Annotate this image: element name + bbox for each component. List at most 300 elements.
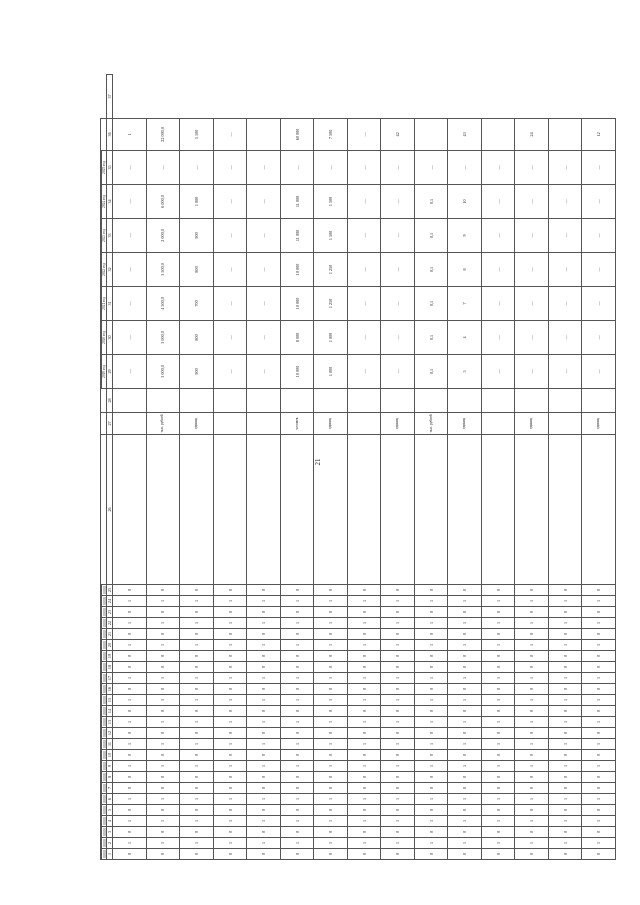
flag-cell: 1 bbox=[146, 596, 180, 607]
flag-cell: 0 bbox=[582, 728, 616, 739]
year-value-cell: 4 500,0 bbox=[146, 286, 180, 320]
flag-cell: 0 bbox=[582, 783, 616, 794]
flag-cell: 0 bbox=[247, 706, 281, 717]
flag-cell: 0 bbox=[113, 684, 147, 695]
year-value-cell: — bbox=[481, 320, 515, 354]
flag-cell: 1 bbox=[314, 596, 348, 607]
flag-cell: 1 bbox=[582, 695, 616, 706]
flag-cell: 0 bbox=[146, 849, 180, 860]
flag-cell: 1 bbox=[247, 640, 281, 651]
column-number: 23 bbox=[107, 607, 113, 618]
column-number: 8 bbox=[107, 772, 113, 783]
flag-cell: 0 bbox=[180, 805, 214, 816]
year-value-cell: — bbox=[548, 252, 582, 286]
flag-cell: 0 bbox=[146, 629, 180, 640]
flag-cell: 0 bbox=[414, 684, 448, 695]
flag-cell: 1 bbox=[548, 838, 582, 849]
flag-cell: 0 bbox=[180, 706, 214, 717]
unit-cell bbox=[347, 412, 381, 434]
flag-cell: 0 bbox=[515, 584, 549, 595]
year-value-cell: 3 000,0 bbox=[146, 354, 180, 388]
flag-cell: 0 bbox=[515, 827, 549, 838]
year-value-cell: — bbox=[247, 320, 281, 354]
indicator-name bbox=[481, 434, 515, 584]
flag-cell: 1 bbox=[347, 739, 381, 750]
flag-cell: 0 bbox=[448, 772, 482, 783]
year-value-cell: — bbox=[548, 184, 582, 218]
flag-cell: 1 bbox=[548, 761, 582, 772]
flag-cell: 1 bbox=[280, 739, 314, 750]
flag-cell: 0 bbox=[448, 629, 482, 640]
flag-cell: 0 bbox=[113, 629, 147, 640]
flag-cell: 0 bbox=[414, 783, 448, 794]
flag-cell: 1 bbox=[280, 673, 314, 684]
flag-cell: 1 bbox=[180, 640, 214, 651]
year-value-cell: — bbox=[381, 252, 415, 286]
flag-cell: 0 bbox=[314, 783, 348, 794]
flag-cell: 0 bbox=[582, 662, 616, 673]
flag-cell: 1 bbox=[280, 816, 314, 827]
flag-cell: 1 bbox=[515, 717, 549, 728]
table-row bbox=[280, 75, 314, 860]
flag-cell: 0 bbox=[481, 607, 515, 618]
flag-cell: 1 bbox=[582, 838, 616, 849]
flag-cell: 1 bbox=[280, 695, 314, 706]
column-number: 5 bbox=[107, 805, 113, 816]
flag-cell: 1 bbox=[213, 739, 247, 750]
flag-cell: 0 bbox=[314, 849, 348, 860]
flag-cell: 1 bbox=[314, 761, 348, 772]
flag-cell: 1 bbox=[448, 673, 482, 684]
year-value-cell: — bbox=[113, 150, 147, 184]
year-value-cell: — bbox=[247, 354, 281, 388]
year-value-cell: — bbox=[213, 252, 247, 286]
rotated-table-container bbox=[100, 74, 616, 860]
total-cell: 5 100 bbox=[180, 118, 214, 150]
flag-cell: 0 bbox=[347, 805, 381, 816]
flag-cell: 1 bbox=[314, 618, 348, 629]
flag-cell: 0 bbox=[113, 662, 147, 673]
flag-cell: 1 bbox=[347, 673, 381, 684]
flag-cell: 0 bbox=[414, 728, 448, 739]
column-number: 20 bbox=[107, 640, 113, 651]
flag-cell: 0 bbox=[582, 849, 616, 860]
flag-cell: 1 bbox=[381, 618, 415, 629]
flag-cell: 0 bbox=[481, 805, 515, 816]
flag-cell: 0 bbox=[515, 805, 549, 816]
flag-cell: 1 bbox=[113, 596, 147, 607]
total-cell: 12 bbox=[582, 118, 616, 150]
flag-cell: 1 bbox=[481, 596, 515, 607]
year-value-cell: 3 500,0 bbox=[146, 252, 180, 286]
flag-cell: 1 bbox=[381, 739, 415, 750]
year-value-cell: — bbox=[548, 150, 582, 184]
column-number: 16 bbox=[107, 684, 113, 695]
flag-cell: 0 bbox=[146, 684, 180, 695]
flag-cell: 1 bbox=[146, 816, 180, 827]
table-row bbox=[113, 75, 147, 860]
flag-cell: 0 bbox=[414, 750, 448, 761]
flag-cell: 1 bbox=[146, 794, 180, 805]
year-value-cell: — bbox=[347, 150, 381, 184]
indicator-name bbox=[414, 434, 448, 584]
page-number: 21 bbox=[314, 458, 322, 466]
flag-cell: 1 bbox=[481, 794, 515, 805]
flag-cell: 1 bbox=[515, 761, 549, 772]
flag-cell: 0 bbox=[481, 783, 515, 794]
flag-cell: 0 bbox=[448, 750, 482, 761]
flag-cell: 0 bbox=[347, 629, 381, 640]
flag-cell: 1 bbox=[180, 717, 214, 728]
flag-cell: 0 bbox=[146, 827, 180, 838]
flag-cell: 0 bbox=[347, 827, 381, 838]
flag-cell: 1 bbox=[381, 717, 415, 728]
flag-cell: 1 bbox=[280, 717, 314, 728]
year-value-cell: 0,1 bbox=[414, 252, 448, 286]
flag-cell: 0 bbox=[481, 827, 515, 838]
flag-cell: 1 bbox=[582, 739, 616, 750]
flag-cell: 1 bbox=[314, 838, 348, 849]
table-row bbox=[213, 75, 247, 860]
flag-cell: 0 bbox=[381, 750, 415, 761]
year-value-cell: — bbox=[381, 184, 415, 218]
flag-cell: 1 bbox=[414, 794, 448, 805]
flag-cell: 1 bbox=[481, 618, 515, 629]
year-value-cell: — bbox=[213, 184, 247, 218]
flag-cell: 1 bbox=[448, 618, 482, 629]
year-value-cell: — bbox=[414, 150, 448, 184]
total-cell: 1 bbox=[113, 118, 147, 150]
flag-cell: 1 bbox=[481, 695, 515, 706]
flag-cell: 0 bbox=[113, 651, 147, 662]
flag-cell: 0 bbox=[180, 783, 214, 794]
flag-cell: 0 bbox=[548, 684, 582, 695]
year-value-cell: — bbox=[548, 354, 582, 388]
flag-cell: 1 bbox=[180, 596, 214, 607]
flag-cell: 1 bbox=[213, 717, 247, 728]
total-cell: 22 000,0 bbox=[146, 118, 180, 150]
indicator-name bbox=[448, 434, 482, 584]
flag-cell: 1 bbox=[113, 717, 147, 728]
year-value-cell: — bbox=[582, 150, 616, 184]
table-row bbox=[247, 75, 281, 860]
flag-cell: 0 bbox=[548, 662, 582, 673]
year-value-cell: — bbox=[146, 150, 180, 184]
flag-cell: 1 bbox=[247, 618, 281, 629]
year-value-cell: — bbox=[213, 320, 247, 354]
flag-cell: 1 bbox=[548, 596, 582, 607]
flag-cell: 0 bbox=[347, 849, 381, 860]
flag-cell: 1 bbox=[582, 618, 616, 629]
flag-cell: 1 bbox=[515, 838, 549, 849]
flag-cell: 0 bbox=[280, 827, 314, 838]
flag-cell: 0 bbox=[213, 662, 247, 673]
flag-cell: 0 bbox=[113, 827, 147, 838]
flag-cell: 1 bbox=[381, 695, 415, 706]
base-value-cell bbox=[280, 388, 314, 412]
indicator-name bbox=[113, 434, 147, 584]
year-value-cell: — bbox=[381, 354, 415, 388]
flag-cell: 0 bbox=[146, 662, 180, 673]
flag-cell: 1 bbox=[280, 618, 314, 629]
indicator-name bbox=[548, 434, 582, 584]
flag-cell: 0 bbox=[381, 662, 415, 673]
flag-cell: 0 bbox=[448, 805, 482, 816]
flag-cell: 0 bbox=[448, 827, 482, 838]
year-value-cell: 1 000 bbox=[314, 354, 348, 388]
flag-cell: 1 bbox=[113, 640, 147, 651]
flag-cell: 0 bbox=[414, 584, 448, 595]
base-value-cell bbox=[582, 388, 616, 412]
flag-cell: 0 bbox=[481, 728, 515, 739]
flag-cell: 0 bbox=[314, 651, 348, 662]
flag-cell: 0 bbox=[314, 805, 348, 816]
flag-cell: 1 bbox=[381, 816, 415, 827]
flag-cell: 1 bbox=[347, 794, 381, 805]
flag-cell: 0 bbox=[448, 662, 482, 673]
unit-cell: единиц bbox=[582, 412, 616, 434]
flag-cell: 0 bbox=[582, 607, 616, 618]
flag-cell: 1 bbox=[113, 618, 147, 629]
year-value-cell: — bbox=[213, 286, 247, 320]
flag-cell: 0 bbox=[113, 706, 147, 717]
flag-cell: 0 bbox=[548, 706, 582, 717]
year-value-cell: — bbox=[347, 252, 381, 286]
flag-cell: 0 bbox=[280, 662, 314, 673]
base-value-cell bbox=[314, 388, 348, 412]
flag-cell: 1 bbox=[481, 816, 515, 827]
flag-cell: 0 bbox=[515, 607, 549, 618]
flag-cell: 0 bbox=[381, 706, 415, 717]
year-value-cell: — bbox=[347, 320, 381, 354]
column-number: 36 bbox=[107, 118, 113, 150]
flag-cell: 1 bbox=[213, 794, 247, 805]
flag-cell: 1 bbox=[146, 640, 180, 651]
year-value-cell: — bbox=[515, 218, 549, 252]
flag-cell: 0 bbox=[146, 584, 180, 595]
flag-cell: 0 bbox=[548, 750, 582, 761]
flag-cell: 0 bbox=[180, 584, 214, 595]
unit-cell: единиц bbox=[314, 412, 348, 434]
year-value-cell: — bbox=[213, 150, 247, 184]
unit-cell: единиц bbox=[381, 412, 415, 434]
flag-cell: 0 bbox=[213, 706, 247, 717]
flag-cell: 0 bbox=[448, 651, 482, 662]
flag-cell: 1 bbox=[180, 739, 214, 750]
column-number: 28 bbox=[107, 388, 113, 412]
flag-cell: 0 bbox=[515, 772, 549, 783]
flag-cell: 1 bbox=[381, 761, 415, 772]
column-number: 31 bbox=[107, 286, 113, 320]
flag-cell: 0 bbox=[247, 805, 281, 816]
table-row bbox=[448, 75, 482, 860]
base-value-cell bbox=[515, 388, 549, 412]
indicator-name bbox=[582, 434, 616, 584]
total-cell: 7 500 bbox=[314, 118, 348, 150]
flag-cell: 0 bbox=[381, 584, 415, 595]
flag-cell: 1 bbox=[247, 717, 281, 728]
year-value-cell: 700 bbox=[180, 286, 214, 320]
flag-cell: 0 bbox=[247, 783, 281, 794]
year-value-cell: — bbox=[347, 286, 381, 320]
column-number: 34 bbox=[107, 184, 113, 218]
unit-cell: единиц bbox=[448, 412, 482, 434]
flag-cell: 1 bbox=[213, 838, 247, 849]
total-cell: — bbox=[347, 118, 381, 150]
flag-cell: 1 bbox=[280, 596, 314, 607]
flag-cell: 0 bbox=[113, 772, 147, 783]
year-value-cell: — bbox=[347, 184, 381, 218]
flag-cell: 1 bbox=[280, 838, 314, 849]
year-value-cell: — bbox=[347, 354, 381, 388]
flag-cell: 0 bbox=[113, 584, 147, 595]
table-row bbox=[381, 75, 415, 860]
flag-cell: 0 bbox=[347, 662, 381, 673]
year-value-cell: — bbox=[582, 252, 616, 286]
flag-cell: 1 bbox=[180, 761, 214, 772]
flag-cell: 0 bbox=[247, 849, 281, 860]
flag-cell: 1 bbox=[213, 673, 247, 684]
flag-cell: 1 bbox=[146, 761, 180, 772]
year-value-cell: — bbox=[481, 218, 515, 252]
flag-cell: 0 bbox=[381, 805, 415, 816]
unit-cell bbox=[548, 412, 582, 434]
year-value-cell: 10 000 bbox=[280, 354, 314, 388]
column-number: 18 bbox=[107, 662, 113, 673]
table-row bbox=[347, 75, 381, 860]
flag-cell: 0 bbox=[548, 827, 582, 838]
flag-cell: 1 bbox=[515, 794, 549, 805]
column-number: 26 bbox=[107, 434, 113, 584]
flag-cell: 0 bbox=[582, 827, 616, 838]
flag-cell: 0 bbox=[381, 629, 415, 640]
flag-cell: 0 bbox=[582, 684, 616, 695]
flag-cell: 1 bbox=[548, 794, 582, 805]
flag-cell: 0 bbox=[481, 706, 515, 717]
flag-cell: 0 bbox=[515, 629, 549, 640]
year-value-cell: — bbox=[247, 218, 281, 252]
flag-cell: 1 bbox=[314, 794, 348, 805]
flag-cell: 0 bbox=[180, 684, 214, 695]
flag-cell: 0 bbox=[213, 651, 247, 662]
year-value-cell: 11 000 bbox=[280, 184, 314, 218]
flag-cell: 0 bbox=[414, 629, 448, 640]
flag-cell: 0 bbox=[213, 584, 247, 595]
flag-cell: 0 bbox=[247, 827, 281, 838]
year-value-cell: 3 000,0 bbox=[146, 320, 180, 354]
flag-cell: 1 bbox=[582, 640, 616, 651]
flag-cell: 0 bbox=[146, 607, 180, 618]
base-value-cell bbox=[180, 388, 214, 412]
flag-cell: 1 bbox=[481, 673, 515, 684]
base-value-cell bbox=[146, 388, 180, 412]
total-cell bbox=[247, 118, 281, 150]
column-number: 27 bbox=[107, 412, 113, 434]
year-value-cell: — bbox=[247, 150, 281, 184]
flag-cell: 1 bbox=[548, 816, 582, 827]
flag-cell: 0 bbox=[113, 849, 147, 860]
flag-cell: 0 bbox=[381, 607, 415, 618]
year-value-cell: — bbox=[113, 252, 147, 286]
flag-cell: 1 bbox=[347, 695, 381, 706]
year-header: 2020 год bbox=[102, 320, 107, 354]
flag-cell: 0 bbox=[247, 750, 281, 761]
flag-cell: 1 bbox=[448, 816, 482, 827]
flag-cell: 0 bbox=[548, 849, 582, 860]
flag-cell: 0 bbox=[146, 706, 180, 717]
flag-cell: 0 bbox=[381, 651, 415, 662]
flag-cell: 1 bbox=[448, 695, 482, 706]
unit-cell: единиц bbox=[515, 412, 549, 434]
year-value-cell: 1 500 bbox=[314, 184, 348, 218]
flag-cell: 0 bbox=[213, 629, 247, 640]
flag-cell: 1 bbox=[314, 640, 348, 651]
flag-cell: 0 bbox=[515, 783, 549, 794]
flag-cell: 0 bbox=[347, 584, 381, 595]
year-value-cell: — bbox=[582, 320, 616, 354]
flag-cell: 1 bbox=[381, 640, 415, 651]
year-header: 2025 год bbox=[102, 150, 107, 184]
year-value-cell: 4 bbox=[448, 320, 482, 354]
flag-cell: 0 bbox=[314, 584, 348, 595]
total-cell bbox=[548, 118, 582, 150]
total-cell: 43 bbox=[448, 118, 482, 150]
column-number: 19 bbox=[107, 651, 113, 662]
flag-cell: 0 bbox=[481, 772, 515, 783]
flag-cell: 1 bbox=[347, 717, 381, 728]
flag-cell: 1 bbox=[448, 739, 482, 750]
table-row bbox=[146, 75, 180, 860]
year-header: 2022 год bbox=[102, 252, 107, 286]
flag-cell: 1 bbox=[582, 673, 616, 684]
flag-cell: 1 bbox=[347, 761, 381, 772]
flag-cell: 0 bbox=[280, 783, 314, 794]
total-cell bbox=[481, 118, 515, 150]
year-value-cell: — bbox=[381, 320, 415, 354]
year-value-cell: — bbox=[515, 320, 549, 354]
total-cell: 24 bbox=[515, 118, 549, 150]
flag-cell: 1 bbox=[515, 695, 549, 706]
indicator-name bbox=[146, 434, 180, 584]
flag-cell: 0 bbox=[146, 728, 180, 739]
flag-cell: 0 bbox=[582, 706, 616, 717]
indicator-name bbox=[213, 434, 247, 584]
flag-cell: 0 bbox=[180, 629, 214, 640]
flag-cell: 1 bbox=[414, 838, 448, 849]
flag-cell: 1 bbox=[414, 618, 448, 629]
year-value-cell: 1 500 bbox=[314, 218, 348, 252]
table-row bbox=[548, 75, 582, 860]
flag-cell: 0 bbox=[146, 772, 180, 783]
year-value-cell: 0,1 bbox=[414, 218, 448, 252]
flag-cell: 0 bbox=[414, 849, 448, 860]
flag-cell: 0 bbox=[448, 684, 482, 695]
flag-cell: 1 bbox=[515, 673, 549, 684]
flag-cell: 0 bbox=[213, 750, 247, 761]
flag-cell: 1 bbox=[481, 838, 515, 849]
flag-cell: 0 bbox=[347, 607, 381, 618]
year-value-cell: — bbox=[381, 218, 415, 252]
flag-cell: 0 bbox=[213, 728, 247, 739]
flag-cell: 0 bbox=[180, 607, 214, 618]
flag-cell: 0 bbox=[314, 750, 348, 761]
flag-cell: 1 bbox=[146, 838, 180, 849]
flag-cell: 0 bbox=[414, 651, 448, 662]
flag-cell: 0 bbox=[280, 629, 314, 640]
flag-cell: 0 bbox=[347, 750, 381, 761]
flag-cell: 0 bbox=[414, 607, 448, 618]
table-row bbox=[515, 75, 549, 860]
